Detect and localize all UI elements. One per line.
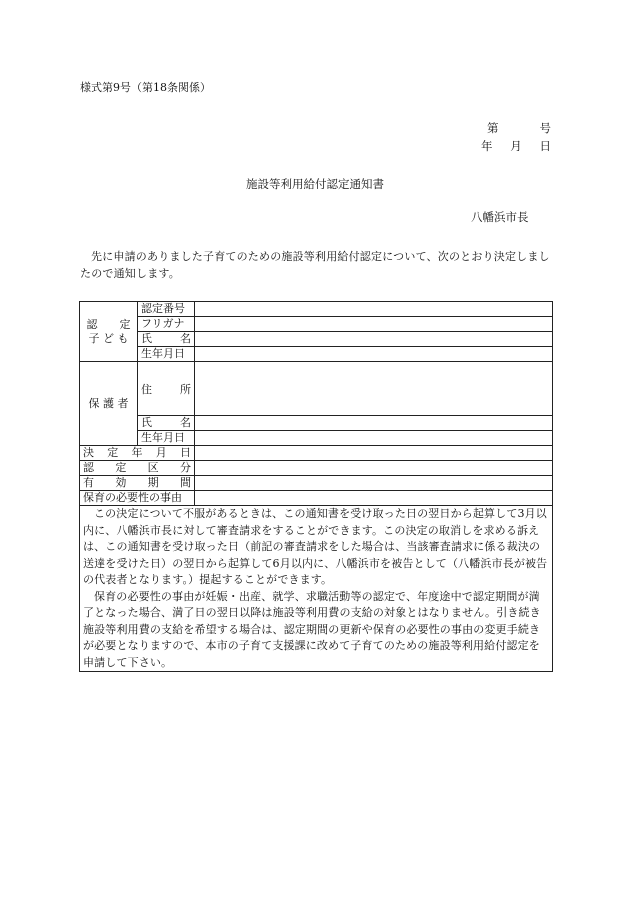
number-suffix: 号 bbox=[539, 121, 551, 135]
child-name-label: 氏 名 bbox=[138, 332, 195, 347]
month-label: 月 bbox=[510, 139, 522, 153]
table-row bbox=[80, 317, 553, 332]
child-group-line-1: 認 定 bbox=[86, 317, 131, 331]
validity-period-label: 有 効 期 間 bbox=[80, 476, 195, 491]
table-row bbox=[80, 491, 553, 506]
guardian-address-value bbox=[195, 362, 553, 416]
table-row bbox=[80, 431, 553, 446]
child-name-value bbox=[195, 332, 553, 347]
notice-box bbox=[80, 506, 553, 672]
intro-paragraph: 先に申請のありました子育てのための施設等利用給付認定について、次のとおり決定しましたので通知します。 bbox=[80, 250, 550, 280]
cert-number-label: 認定番号 bbox=[138, 302, 195, 317]
child-furigana-label: フリガナ bbox=[138, 317, 195, 332]
guardian-name-value bbox=[195, 416, 553, 431]
certification-category-label: 認 定 区 分 bbox=[80, 461, 195, 476]
guardian-address-label: 住 所 bbox=[138, 362, 195, 416]
guardian-birthdate-label: 生年月日 bbox=[138, 431, 195, 446]
childcare-reason-label: 保育の必要性の事由 bbox=[80, 491, 195, 506]
decision-date-value bbox=[195, 446, 553, 461]
year-label: 年 bbox=[481, 139, 493, 153]
table-row bbox=[80, 461, 553, 476]
child-birthdate-label: 生年月日 bbox=[138, 347, 195, 362]
certification-table bbox=[79, 301, 553, 672]
child-birthdate-value bbox=[195, 347, 553, 362]
document-number-line bbox=[487, 120, 551, 136]
document-title: 施設等利用給付認定通知書 bbox=[246, 177, 384, 191]
issuer-name: 八幡浜市長 bbox=[471, 210, 529, 224]
table-row bbox=[80, 476, 553, 491]
notice-paragraph-appeal: この決定について不服があるときは、この通知書を受け取った日の翌日から起算して3月以内に、八幡浜市長に対して審査請求をすることができます。この決定の取消しを求める訴えは、この通知書を受け取った日（前記の審査請求をした場合は、当該審査請求に係る裁決の送達を受けた日）の翌日から起算して6月以内に、八幡浜市を被告として（八幡浜市長が被告の代表者となります。）提起することができます。 bbox=[83, 507, 548, 586]
day-label: 日 bbox=[539, 139, 551, 153]
childcare-reason-value bbox=[195, 491, 553, 506]
guardian-birthdate-value bbox=[195, 431, 553, 446]
child-furigana-value bbox=[195, 317, 553, 332]
table-row bbox=[80, 506, 553, 672]
notice-paragraph-renewal: 保育の必要性の事由が妊娠・出産、就学、求職活動等の認定で、年度途中で認定期間が満了となった場合、満了日の翌日以降は施設等利用費の支給の対象とはなりません。引き続き施設等利用費の支給を希望する場合は、認定期間の更新や保育の必要性の事由の変更手続きが必要となりますので、本市の子育て支援課に改めて子育てのための施設等利用給付認定を申請して下さい。 bbox=[83, 589, 541, 669]
guardian-group-label: 保 護 者 bbox=[80, 362, 138, 446]
form-number: 様式第9号（第18条関係） bbox=[80, 81, 211, 94]
table-row bbox=[80, 302, 553, 317]
table-row bbox=[80, 347, 553, 362]
certification-category-value bbox=[195, 461, 553, 476]
table-row bbox=[80, 362, 553, 416]
cert-number-value bbox=[195, 302, 553, 317]
validity-period-value bbox=[195, 476, 553, 491]
table-row bbox=[80, 332, 553, 347]
guardian-name-label: 氏 名 bbox=[138, 416, 195, 431]
child-group-label bbox=[80, 302, 138, 362]
table-row bbox=[80, 446, 553, 461]
number-prefix: 第 bbox=[487, 121, 499, 135]
child-group-line-2: 子 ど も bbox=[88, 331, 129, 345]
document-date-line bbox=[481, 138, 551, 154]
table-row bbox=[80, 416, 553, 431]
decision-date-label: 決 定 年 月 日 bbox=[80, 446, 195, 461]
